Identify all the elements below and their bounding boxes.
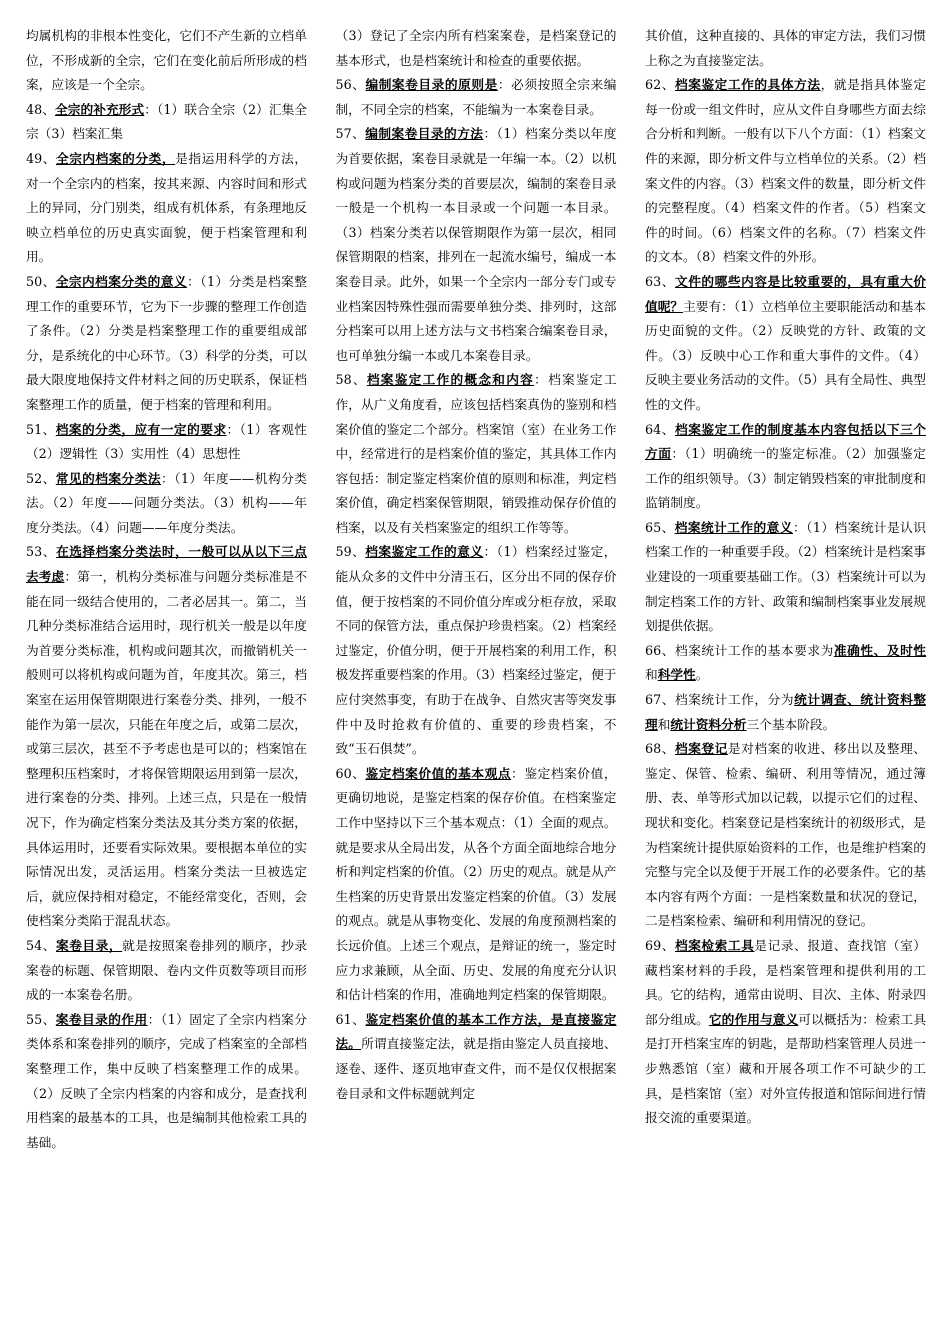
key-term: 编制案卷目录的方法 (365, 126, 484, 142)
item-number: 69、 (645, 937, 675, 953)
body-text: ：（1）固定了全宗内档案分类体系和案卷排列的顺序，完成了档案室的全部档案整理工作，集中反映了档案整理工作的成果。（2）反映了全宗内档案的内容和成分，是查找利用档案的最基本的工具，也是编制其他检索工具的基础。 (26, 1011, 307, 1150)
paragraph (336, 1008, 617, 1106)
item-number: 62、 (645, 77, 675, 93)
body-text: ：（1）客观性（2）逻辑性（3）实用性（4）思想性 (26, 421, 307, 462)
key-term: 科学性 (657, 667, 696, 683)
body-text: ，就是指具体鉴定每一份或一组文件时，应从文件自身哪些方面去综合分析和判断。一般有以下八个方面：（1）档案文件的来源，即分析文件与立档单位的关系。（2）档案文件的内容。（3）档案文件的数量，即分析文件的完整程度。（4）档案文件的作者。（5）档案文件的时间。（6）档案文件的名称。（7）档案文件的文本。（8）档案文件的外形。 (645, 77, 926, 265)
item-number: 52、 (26, 470, 56, 486)
paragraph (26, 1008, 307, 1156)
paragraph (26, 418, 307, 467)
key-term: 档案统计工作的意义 (674, 519, 793, 535)
paragraph (645, 737, 926, 934)
key-term: 全宗的补充形式 (54, 101, 145, 117)
paragraph (26, 24, 307, 98)
body-text: 和 (645, 667, 658, 683)
body-text: 就是按照案卷排列的顺序，抄录案卷的标题、保管期限、卷内文件页数等项目而形成的一本案卷名册。 (26, 937, 307, 1003)
paragraph (645, 418, 926, 516)
key-term: 准确性、及时性 (833, 642, 926, 658)
key-term: 全宗内档案分类的意义 (55, 273, 188, 289)
key-term: 档案鉴定工作的制度基本内容包括以下三个方面 (645, 421, 926, 462)
item-number: 61、 (335, 1011, 366, 1027)
body-text: ：（1）明确统一的鉴定标准。（2）加强鉴定工作的组织领导。（3）制定销毁档案的审批制度和监销制度。 (645, 446, 926, 511)
body-text: ：（1）年度——机构分类法。（2）年度——问题分类法。（3）机构——年度分类法。（4）问题——年度分类法。 (26, 470, 307, 535)
body-text: 。 (695, 667, 709, 683)
paragraph (26, 934, 307, 1008)
paragraph (336, 24, 617, 73)
item-number: 54、 (26, 937, 56, 953)
paragraph (26, 147, 307, 270)
body-text: 均属机构的非根本性变化，它们不产生新的立档单位，不形成新的全宗，它们在变化前后所形成的档案，应该是一个全宗。 (26, 28, 307, 93)
item-number: 64、 (645, 421, 675, 437)
paragraph (336, 368, 617, 540)
key-term: 它的作用与意义 (708, 1011, 799, 1027)
key-term: 档案鉴定工作的概念和内容 (366, 372, 535, 388)
document-page (26, 24, 926, 1324)
body-text: 是对档案的收进、移出以及整理、鉴定、保管、检索、编研、利用等情况，通过簿册、表、单等形式加以记载，以提示它们的过程、现状和变化。档案登记是档案统计的初级形式，是为档案统计提供原始资料的工作，也是维护档案的完整与完全以及便于开展工作的必要条件。它的基本内容有两个方面：一是档案数量和状况的登记，二是档案检索、编研和利用情况的登记。 (645, 741, 926, 929)
key-term: 档案鉴定工作的意义 (365, 544, 484, 560)
item-number: 48、 (26, 101, 55, 117)
key-term: 全宗内档案的分类， (55, 150, 176, 166)
body-text: ：（1）档案统计是认识档案工作的一种重要手段。（2）档案统计是档案事业建设的一项重要基础工作。（3）档案统计可以为制定档案工作的方针、政策和编制档案事业发展规划提供依据。 (645, 519, 926, 634)
body-text: 是记录、报道、查找馆（室）藏档案材料的手段，是档案管理和提供利用的工具。它的结构，通常由说明、目次、主体、附录四部分组成。 (645, 937, 926, 1027)
key-term: 统计调查、统计资料整理 (645, 692, 926, 732)
body-text: 档案统计工作，分为 (674, 692, 795, 708)
item-number: 66、 (645, 642, 675, 658)
body-text: 和 (657, 716, 671, 732)
key-term: 鉴定档案价值的基本观点 (365, 765, 512, 781)
paragraph (645, 934, 926, 1131)
column-left (26, 24, 307, 1324)
body-text: ：（1）联合全宗（2）汇集全宗（3）档案汇集 (26, 101, 307, 142)
key-term: 常见的档案分类法 (55, 470, 162, 486)
item-number: 63、 (645, 273, 675, 289)
body-text: ：（1）档案经过鉴定，能从众多的文件中分清玉石，区分出不同的保存价值，便于按档案的不同价值分库或分柜存放，采取不同的保管方法，重点保护珍贵档案。（2）档案经过鉴定，价值分明，便于开展档案的利用工作，积极发挥重要档案的作用。（3）档案经过鉴定，便于应付突然事变，有助于在战争、自然灾害等突发事件中及时抢救有价值的、重要的珍贵档案，不致“玉石俱焚”。 (335, 544, 617, 757)
column-middle (336, 24, 617, 1324)
item-number: 68、 (645, 741, 675, 757)
paragraph (26, 270, 307, 418)
item-number: 65、 (645, 519, 675, 535)
item-number: 57、 (335, 126, 366, 142)
key-term: 在选择档案分类法时，一般可以从以下三点去考虑 (26, 544, 307, 585)
key-term: 档案的分类，应有一定的要求 (55, 421, 227, 437)
paragraph (336, 73, 617, 122)
key-term: 统计资料分析 (670, 716, 747, 732)
item-number: 49、 (26, 150, 56, 166)
item-number: 50、 (26, 273, 56, 289)
paragraph (336, 122, 617, 368)
paragraph (645, 516, 926, 639)
body-text: ：（1）档案分类以年度为首要依据，案卷目录就是一年编一本。（2）以机构或问题为档案分类的首要层次，编制的案卷目录一般是一个机构一本目录或一个问题一本目录。（3）档案分类若以保管期限作为第一层次，相同保管期限的档案，排列在一起流水编号，编成一本案卷目录。此外，如果一个全宗内一部分专门或专业档案因特殊性强而需要单独分类、排列时，这部分档案可以用上述方法与文书档案合编案卷目录，也可单独分编一本或几本案卷目录。 (335, 126, 617, 363)
item-number: 58、 (335, 372, 367, 388)
key-term: 案卷目录， (55, 937, 123, 953)
paragraph (645, 73, 926, 270)
body-text: 可以概括为：检索工具是打开档案宝库的钥匙，是帮助档案管理人员进一步熟悉馆（室）藏和开展各项工作不可缺少的工具，是档案馆（室）对外宣传报道和馆际间进行情报交流的重要渠道。 (645, 1011, 926, 1126)
column-right (645, 24, 926, 1324)
body-text: 三个基本阶段。 (746, 716, 836, 732)
body-text: ：鉴定档案价值，更确切地说，是鉴定档案的保存价值。在档案鉴定工作中坚持以下三个基本观点：（1）全面的观点。就是要求从全局出发，从各个方面全面地综合地分析和判定档案的价值。（2）历史的观点。就是从产生档案的历史背景出发鉴定档案的价值。（3）发展的观点。就是从事物变化、发展的角度预测档案的长远价值。上述三个观点，是辩证的统一，鉴定时应力求兼顾，从全面、历史、发展的角度充分认识和估计档案的作用，准确地判定档案的保管期限。 (335, 765, 617, 1003)
item-number: 67、 (645, 692, 675, 708)
paragraph (26, 98, 307, 147)
body-text: （3）登记了全宗内所有档案案卷，是档案登记的基本形式，也是档案统计和检查的重要依据。 (335, 28, 617, 68)
key-term: 档案检索工具 (674, 937, 755, 953)
body-text: 档案统计工作的基本要求为 (674, 642, 834, 658)
paragraph (26, 540, 307, 934)
paragraph (336, 762, 617, 1008)
paragraph (26, 467, 307, 541)
body-text: 其价值，这种直接的、具体的审定方法，我们习惯上称之为直接鉴定法。 (645, 28, 926, 68)
key-term: 文件的哪些内容是比较重要的，具有重大价值呢？ (645, 273, 926, 314)
body-text: ：档案鉴定工作，从广义角度看，应该包括档案真伪的鉴别和档案价值的鉴定二个部分。档案馆（室）在业务工作中，经常进行的是档案价值的鉴定，其具体工作内容包括：制定鉴定档案价值的原则和标准，判定档案价值，确定档案保管期限，销毁推动保存价值的档案，以及有关档案鉴定的组织工作等等。 (335, 372, 617, 535)
key-term: 档案登记 (674, 741, 728, 757)
body-text: ：（1）分类是档案整理工作的重要环节，它为下一步骤的整理工作创造了条件。（2）分类是档案整理工作的重要组成部分，是系统化的中心环节。（3）科学的分类，可以最大限度地保持文件材料之间的历史联系，保证档案整理工作的质量，便于档案的管理和利用。 (26, 273, 307, 412)
item-number: 53、 (26, 544, 56, 560)
item-number: 51、 (26, 421, 56, 437)
item-number: 60、 (335, 765, 366, 781)
item-number: 55、 (26, 1011, 56, 1027)
body-text: ：必须按照全宗来编制，不同全宗的档案，不能编为一本案卷目录。 (335, 77, 617, 117)
paragraph (645, 688, 926, 737)
body-text: ：第一，机构分类标准与问题分类标准是不能在同一级结合使用的，二者必居其一。第二，当几种分类标准结合运用时，现行机关一般是以年度为首要分类标准，机构或问题其次，而撤销机关一般则可以将机构或问题为首，年度其次。第三，档案室在运用保管期限进行案卷分类、排列，一般不能作为第一层次，只能在年度之后，或第二层次，或第三层次，甚至不予考虑也是可以的；档案馆在整理积压档案时，才将保管期限运用到第一层次，进行案卷的分类、排列。上述三点，只是在一般情况下，作为确定档案分类法及其分类方案的依据，具体运用时，还要看实际效果。要根据本单位的实际情况出发，灵活运用。档案分类法一旦被选定后，就应保持相对稳定，不能经常变化，否则，会使档案分类陷于混乱状态。 (26, 569, 307, 929)
body-text: 是指运用科学的方法，对一个全宗内的档案，按其来源、内容时间和形式上的异同，分门别类，组成有机体系，有条理地反映立档单位的历史真实面貌，便于档案管理和利用。 (26, 150, 307, 265)
paragraph (645, 270, 926, 418)
key-term: 案卷目录的作用 (55, 1011, 148, 1027)
paragraph (645, 639, 926, 688)
key-term: 档案鉴定工作的具体方法 (674, 77, 821, 93)
paragraph (645, 24, 926, 73)
key-term: 编制案卷目录的原则是 (365, 77, 498, 93)
body-text: 主要有：（1）立档单位主要职能活动和基本历史面貌的文件。（2）反映党的方针、政策的文件。（3）反映中心工作和重大事件的文件。（4）反映主要业务活动的文件。（5）具有全局性、典型性的文件。 (645, 298, 926, 412)
item-number: 59、 (335, 544, 366, 560)
body-text: 所谓直接鉴定法，就是指由鉴定人员直接地、逐卷、逐件、逐页地审查文件，而不是仅仅根据案卷目录和文件标题就判定 (335, 1036, 617, 1101)
key-term: 鉴定档案价值的基本工作方法，是直接鉴定法。 (335, 1011, 617, 1052)
item-number: 56、 (335, 77, 366, 93)
paragraph (336, 540, 617, 761)
